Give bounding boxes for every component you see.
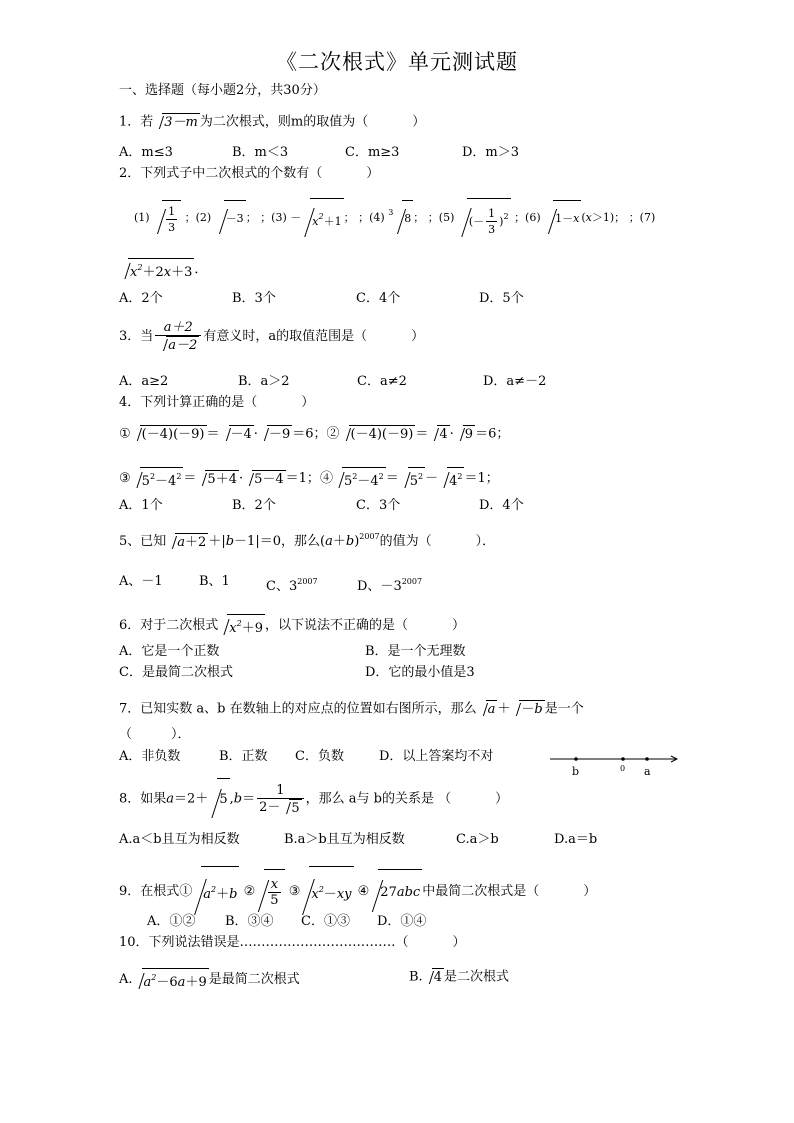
label-a: a xyxy=(644,765,651,778)
label-origin: 0 xyxy=(620,764,626,773)
question-7: 7．已知实数 a、b 在数轴上的对应点的位置如右图所示，那么 a ＋ －b 是一个 xyxy=(119,701,584,717)
q8-option-b: B.a＞b且互为相反数 xyxy=(284,832,405,847)
q7-option-c: C．负数 xyxy=(295,749,344,764)
q2-option-a: A．2个 xyxy=(119,291,163,306)
q1-option-d: D．m＞3 xyxy=(462,145,520,160)
question-6: 6．对于二次根式 $x^2+9$ ，以下说法不正确的是（ ） xyxy=(119,614,465,637)
q9-option-b: B．③④ xyxy=(225,914,274,929)
sqrt-expression: 3－m xyxy=(153,113,200,131)
q6-option-b: B．是一个无理数 xyxy=(365,644,466,659)
q4-line-2: ③ $5^2-4^2 = 5+4 \cdot 5-4 =1$；④ $5^2-4^2 = 5^2 - 4^2 =1$； xyxy=(119,467,499,490)
q3-option-d: D．a≠－2 xyxy=(483,374,547,389)
q9-option-d: D．①④ xyxy=(377,914,427,929)
q1-option-c: C．m≥3 xyxy=(345,145,400,160)
q10-option-b: B. 4 是二次根式 xyxy=(409,969,509,985)
q5-option-b: B、1 xyxy=(199,574,230,589)
question-5: 5、已知 a＋2 ＋|b－1|＝0，那么$(a+b)^{2007}$的值为（ ）． xyxy=(119,532,496,550)
q5-option-c: C、$3^{2007}$ xyxy=(266,577,318,594)
question-1: 1．若 3－m 为二次根式，则m的取值为（ ） xyxy=(119,114,426,130)
q2-option-c: C．4个 xyxy=(356,291,401,306)
q4-option-d: D．4个 xyxy=(479,498,524,513)
q3-option-a: A．a≥2 xyxy=(119,374,169,389)
question-10: 10．下列说法错误是………………………………（ ） xyxy=(119,935,466,950)
q9-option-a: A．①② xyxy=(147,914,196,929)
q3-option-c: C．a≠2 xyxy=(357,374,407,389)
q7-option-a: A．非负数 xyxy=(119,749,181,764)
q6-option-c: C．是最简二次根式 xyxy=(119,665,233,680)
q7-continuation: （ ）． xyxy=(119,727,191,742)
q1-option-a: A．m≤3 xyxy=(119,145,173,160)
q2-expressions: (1) $\frac{1}{3}$ ；(2) －3 ； ；$(3) - x^2+1$ ； ；(4) $^3$ 8 ； ；(5) (－ $\frac{1}{3}$ )$^2$ ；(6) 1－x (x＞1)； ；(7) xyxy=(134,196,655,239)
q3-option-b: B．a＞2 xyxy=(238,374,290,389)
q2-expression-7: $x^2+2x+3$ ． xyxy=(119,258,207,281)
q8-option-c: C.a＞b xyxy=(456,832,499,847)
q5-option-a: A、－1 xyxy=(119,574,163,589)
question-4: 4．下列计算正确的是（ ） xyxy=(119,395,315,410)
point-origin xyxy=(621,757,625,761)
q4-option-b: B．2个 xyxy=(232,498,276,513)
q5-option-d: D、$-3^{2007}$ xyxy=(357,577,423,594)
q8-option-a: A.a＜b且互为相反数 xyxy=(119,832,240,847)
question-9: 9．在根式① $a^2+b$ ② $\frac{x}{5}$ ③ $x^2-xy$ ④ 27abc 中最简二次根式是（ ） xyxy=(119,866,596,917)
q7-option-b: B．正数 xyxy=(219,749,268,764)
q6-option-a: A．它是一个正数 xyxy=(119,644,220,659)
q4-option-c: C．3个 xyxy=(356,498,401,513)
page-title: 《二次根式》单元测试题 xyxy=(276,50,518,74)
q4-option-a: A．1个 xyxy=(119,498,163,513)
q7-option-d: D．以上答案均不对 xyxy=(379,749,494,764)
question-8: 8．如果a＝2＋ 5 ,b＝ $\frac{1}{2- 5}$ ，那么 a与 b的关系是 （ ） xyxy=(119,778,508,820)
question-3: 3．当 $\frac{a+2}{a-2}$ 有意义时，a的取值范围是（ ） xyxy=(119,320,425,353)
q8-option-d: D.a＝b xyxy=(554,832,598,847)
q10-option-a: A. $a^2-6a+9$ 是最简二次根式 xyxy=(119,968,300,991)
point-a xyxy=(645,757,649,761)
number-line-diagram xyxy=(548,750,682,780)
point-b xyxy=(574,757,578,761)
section-heading: 一、选择题（每小题2分，共30分） xyxy=(119,83,326,98)
q1-option-b: B．m＜3 xyxy=(232,145,289,160)
q2-option-d: D．5个 xyxy=(479,291,524,306)
q6-option-d: D．它的最小值是3 xyxy=(365,665,475,680)
q9-option-c: C．①③ xyxy=(301,914,350,929)
q4-line-1: ① (－4)(－9) ＝ －4 · －9 ＝6；② (－4)(－9) ＝ 4 · 9 ＝6； xyxy=(119,426,510,442)
q2-option-b: B．3个 xyxy=(232,291,276,306)
question-2: 2．下列式子中二次根式的个数有（ ） xyxy=(119,166,380,181)
label-b: b xyxy=(572,765,580,778)
